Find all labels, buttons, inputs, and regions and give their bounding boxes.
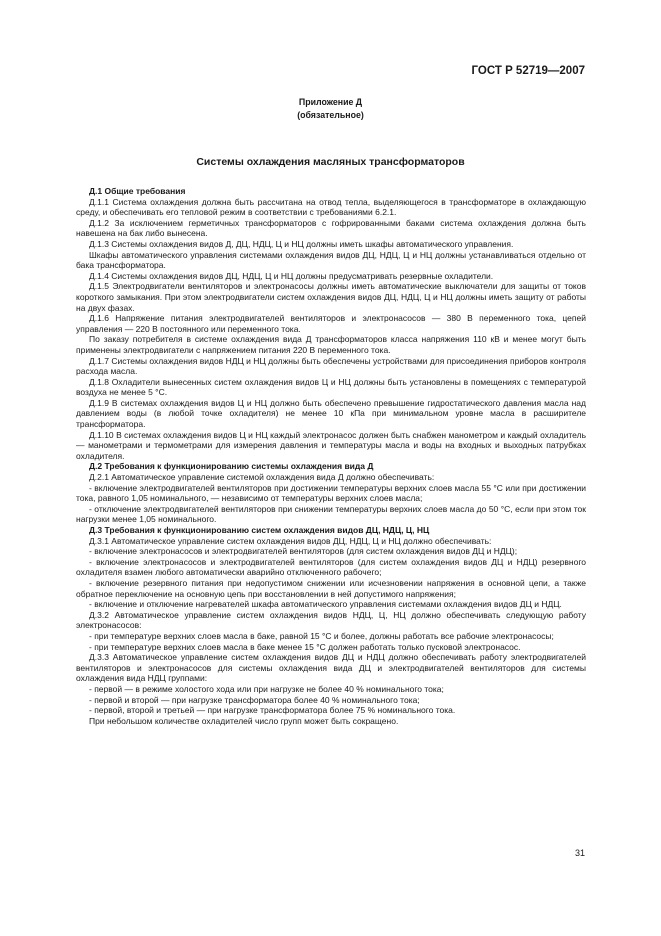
paragraph: По заказу потребителя в системе охлаждения вида Д трансформаторов класса напряжения 110 кВ и менее могут быть применены электродвигатели с напряжением питания 220 В переменного тока. [76, 334, 586, 355]
paragraph: Д.1.1 Система охлаждения должна быть рассчитана на отвод тепла, выделяющегося в трансформаторе в охлаждающую среду, и обеспечивать его тепловой режим в соответствии с требованиями 6.2.1. [76, 196, 586, 218]
annex-heading [0, 96, 661, 122]
document-header: ГОСТ Р 52719—2007 [471, 65, 585, 77]
paragraph: - первой, второй и третьей — при нагрузке трансформатора более 75 % номинального тока. [89, 705, 456, 716]
paragraph: - при температуре верхних слоев масла в баке, равной 15 °С и более, должны работать все рабочие электронасосы; [89, 630, 554, 641]
paragraph: Д.1.4 Системы охлаждения видов ДЦ, НДЦ, Ц и НЦ должны предусматривать резервные охладители. [89, 270, 494, 281]
section-title: Системы охлаждения масляных трансформаторов [196, 156, 465, 168]
paragraph: Д.1.9 В системах охлаждения видов Ц и НЦ должно быть обеспечено превышение гидростатического давления масла над давлением воды (в любой точке охладителя) не менее 10 кПа при минимальном уровне масла в расширителе трансформатора. [76, 397, 586, 430]
paragraph: - при температуре верхних слоев масла в баке менее 15 °С должен работать только пусковой электронасос. [89, 641, 521, 652]
paragraph: Д.3.3 Автоматическое управление систем охлаждения видов ДЦ и НДЦ должно обеспечивать работу электродвигателей вентиляторов и электронасосов для системы охлаждения вида ДЦ и электродвигателей вентиляторов для системы охлаждения вида НДЦ группами: [76, 652, 586, 684]
paragraph: - включение резервного питания при недопустимом снижении или исчезновении напряжения в основной цепи, а также обратное переключение на основную цепь при восстановлении в ней допустимого напряжения; [76, 577, 586, 599]
paragraph: - отключение электродвигателей вентиляторов при снижении температуры верхних слоев масла до 50 °С, если при этом ток нагрузки менее 1,05 номинального. [76, 503, 586, 525]
paragraph: - включение электронасосов и электродвигателей вентиляторов (для систем охлаждения видов ДЦ и НДЦ) резервного охладителя взамен любого автоматически аварийно отключенного рабочего; [76, 556, 586, 578]
paragraph: - включение электродвигателей вентиляторов при достижении температуры верхних слоев масла 55 °С или при достижении тока, равного 1,05 номинального, — независимо от температуры верхних слоев масла; [76, 482, 586, 504]
paragraph: Д.2.1 Автоматическое управление системой охлаждения вида Д должно обеспечивать: [89, 472, 435, 483]
paragraph: Д.1.3 Системы охлаждения видов Д, ДЦ, НДЦ, Ц и НЦ должны иметь шкафы автоматического управления. [89, 238, 514, 249]
paragraph: Д.3.2 Автоматическое управление систем охлаждения видов НДЦ, Ц, НЦ должно обеспечивать следующую работу электронасосов: [76, 609, 586, 631]
paragraph: Д.1.2 За исключением герметичных трансформаторов с гофрированными баками система охлаждения должна быть навешена на бак либо вынесена. [76, 217, 586, 239]
page-number: 31 [574, 848, 585, 858]
section-heading: Д.3 Требования к функционированию систем охлаждения видов ДЦ, НДЦ, Ц, НЦ [89, 525, 430, 535]
paragraph: - включение электронасосов и электродвигателей вентиляторов (для систем охлаждения видов ДЦ и НДЦ); [89, 546, 518, 557]
annex-title: Приложение Д [298, 97, 363, 107]
document-body [76, 186, 586, 726]
paragraph: При небольшом количестве охладителей число групп может быть сокращено. [89, 715, 399, 726]
section-heading: Д.2 Требования к функционированию системы охлаждения вида Д [89, 461, 374, 472]
paragraph: Д.1.10 В системах охлаждения видов Ц и НЦ каждый электронасос должен быть снабжен манометром и каждый охладитель — манометрами и термометрами для измерения давления и температуры масла и воды на входных и выходных патрубках охладителя. [76, 429, 586, 461]
paragraph: - включение и отключение нагревателей шкафа автоматического управления системами охлаждения видов ДЦ и НДЦ. [89, 599, 562, 610]
paragraph: Д.3.1 Автоматическое управление систем охлаждения видов ДЦ, НДЦ, Ц и НЦ должно обеспечивать: [89, 535, 492, 546]
paragraph: - первой и второй — при нагрузке трансформатора более 40 % номинального тока; [89, 694, 420, 705]
paragraph: Д.1.6 Напряжение питания электродвигателей вентиляторов и электронасосов — 380 В переменного тока, цепей управления — 220 В постоянного или переменного тока. [76, 313, 586, 334]
paragraph: Д.1.8 Охладители вынесенных систем охлаждения видов Ц и НЦ должны быть установлены в помещениях с температурой воздуха не менее 5 °С. [76, 376, 586, 398]
annex-status: (обязательное) [297, 110, 364, 120]
paragraph: Шкафы автоматического управления системами охлаждения видов ДЦ, НДЦ, Ц и НЦ должны устанавливаться отдельно от бака трансформатора. [76, 249, 586, 271]
section-heading: Д.1 Общие требования [89, 186, 186, 196]
paragraph: - первой — в режиме холостого хода или при нагрузке не более 40 % номинального тока; [89, 683, 444, 694]
paragraph: Д.1.5 Электродвигатели вентиляторов и электронасосы должны иметь автоматические выключатели для защиты от токов короткого замыкания. При этом электродвигатели систем охлаждения видов ДЦ, НДЦ, Ц и НЦ должны иметь защиту от работы на двух фазах. [76, 281, 586, 313]
paragraph: Д.1.7 Системы охлаждения видов НДЦ и НЦ должны быть обеспечены устройствами для присоединения приборов контроля расхода масла. [76, 355, 586, 377]
